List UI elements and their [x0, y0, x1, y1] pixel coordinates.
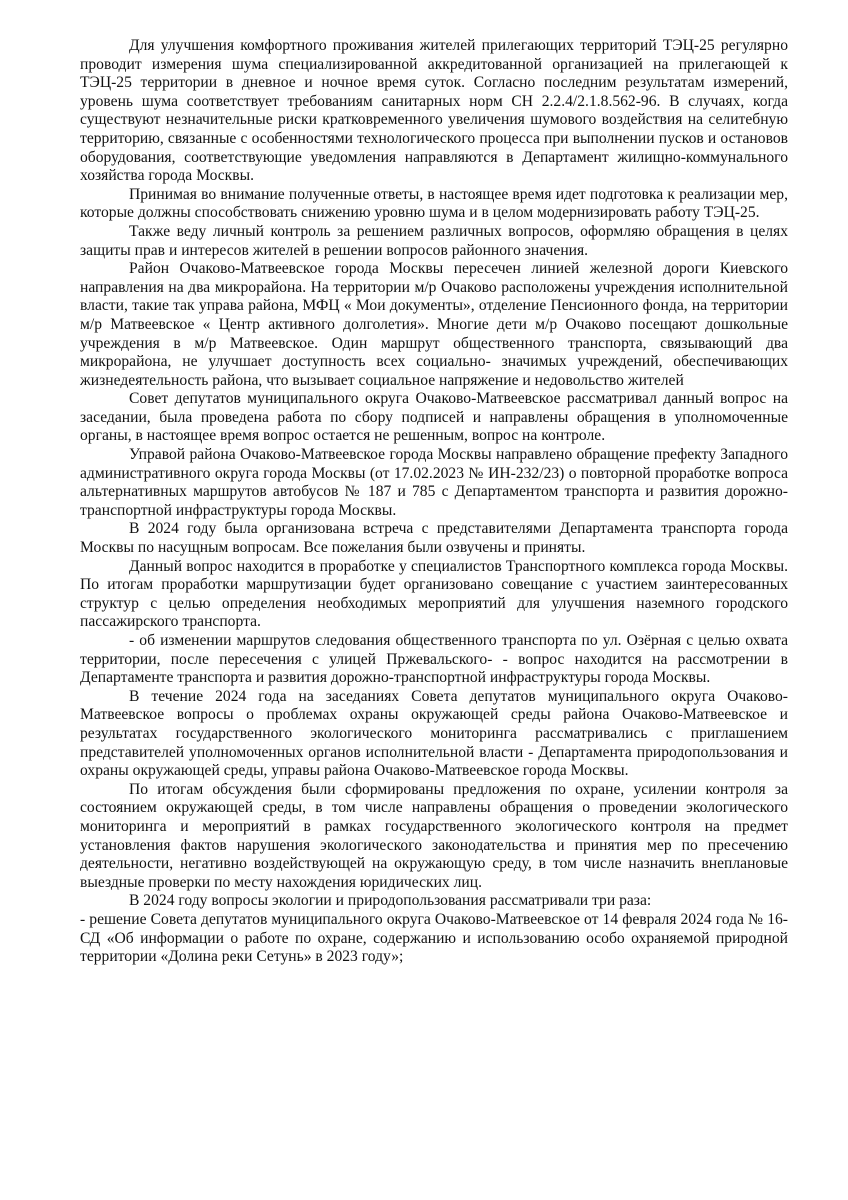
paragraph-council-review: Совет депутатов муниципального округа Очаково-Матвеевское рассматривал данный вопрос на заседании, была проведена работа по сбору подписей и направлены обращения в уполномоченные органы, в настоящее время вопрос остается не решенным, вопрос на контроле. [80, 390, 788, 445]
paragraph-decision-16-sd: - решение Совета депутатов муниципального округа Очаково-Матвеевское от 14 февраля 2024 года № 16-СД «Об информации о работе по охране, содержанию и использованию особо охраняемой природной территории «Долина реки Сетунь» в 2023 году»; [80, 910, 788, 966]
paragraph-prefect-appeal: Управой района Очаково-Матвеевское города Москвы направлено обращение префекту Западного административного округа города Москвы (от 17.02.2023 № ИН-232/23) о повторной проработке вопроса альтернативных маршрутов автобусов № 187 и 785 с Департаментом транспорта и развития дорожно-транспортной инфраструктуры города Москвы. [80, 446, 788, 519]
document-page [80, 37, 788, 967]
paragraph-personal-control: Также веду личный контроль за решением различных вопросов, оформляю обращения в целях защиты прав и интересов жителей в решении вопросов районного значения. [80, 222, 788, 259]
paragraph-noise-measurements: Для улучшения комфортного проживания жителей прилегающих территорий ТЭЦ-25 регулярно проводит измерения шума специализированной аккредитованной организацией на прилегающей к ТЭЦ-25 территории в дневное и ночное время суток. Согласно последним результатам измерений, уровень шума соответствует требованиям санитарных норм СН 2.2.4/2.1.8.562-96. В случаях, когда существуют незначительные риски кратковременного увеличения шумового воздействия на селитебную территорию, связанные с особенностями технологического процесса при выполнении пусков и остановов оборудования, соответствующие уведомления направляются в Департамент жилищно-коммунального хозяйства города Москвы. [80, 37, 788, 185]
paragraph-transport-complex: Данный вопрос находится в проработке у специалистов Транспортного комплекса города Москвы. По итогам проработки маршрутизации будет организовано совещание с участием заинтересованных структур с целью определения необходимых мероприятий для улучшения наземного городского пассажирского транспорта. [80, 557, 788, 631]
paragraph-district-railway: Район Очаково-Матвеевское города Москвы пересечен линией железной дороги Киевского направления на два микрорайона. На территории м/р Очаково расположены учреждения исполнительной власти, такие так управа района, МФЦ « Мои документы», отделение Пенсионного фонда, на территории м/р Матвеевское « Центр активного долголетия». Многие дети м/р Очаково посещают дошкольные учреждения в м/р Матвеевское. Один маршрут общественного транспорта, связывающий два микрорайона, не улучшает доступность всех социально- значимых учреждений, обеспечивающих жизнедеятельность района, что вызывает социальное напряжение и недовольство жителей [80, 260, 788, 389]
paragraph-environment-proposals: По итогам обсуждения были сформированы предложения по охране, усилении контроля за состоянием окружающей среды, в том числе направлены обращения о проведении экологического мониторинга и мероприятий в рамках государственного экологического контроля на предмет установления фактов нарушения экологического законодательства и принятия мер по пресечению деятельности, негативно воздействующей на окружающую среду, в том числе назначить внеплановые выездные проверки по месту нахождения юридических лиц. [80, 780, 788, 891]
paragraph-transport-meeting: В 2024 году была организована встреча с представителями Департамента транспорта города Москвы по насущным вопросам. Все пожелания были озвучены и приняты. [80, 520, 788, 557]
paragraph-route-change: - об изменении маршрутов следования общественного транспорта по ул. Озёрная с целью охвата территории, после пересечения с улицей Пржевальского- - вопрос находится на рассмотрении в Департаменте транспорта и развития дорожно-транспортной инфраструктуры города Москвы. [80, 632, 788, 687]
paragraph-noise-measures: Принимая во внимание полученные ответы, в настоящее время идет подготовка к реализации мер, которые должны способствовать снижению уровню шума и в целом модернизировать работу ТЭЦ-25. [80, 185, 788, 222]
paragraph-environment-sessions: В течение 2024 года на заседаниях Совета депутатов муниципального округа Очаково-Матвеевское вопросы о проблемах охраны окружающей среды района Очаково-Матвеевское и результатах государственного экологического мониторинга рассматривались с приглашением представителей уполномоченных органов исполнительной власти - Департамента природопользования и охраны окружающей среды, управы района Очаково-Матвеевское города Москвы. [80, 687, 788, 780]
paragraph-ecology-2024: В 2024 году вопросы экологии и природопользования рассматривали три раза: [129, 892, 652, 910]
